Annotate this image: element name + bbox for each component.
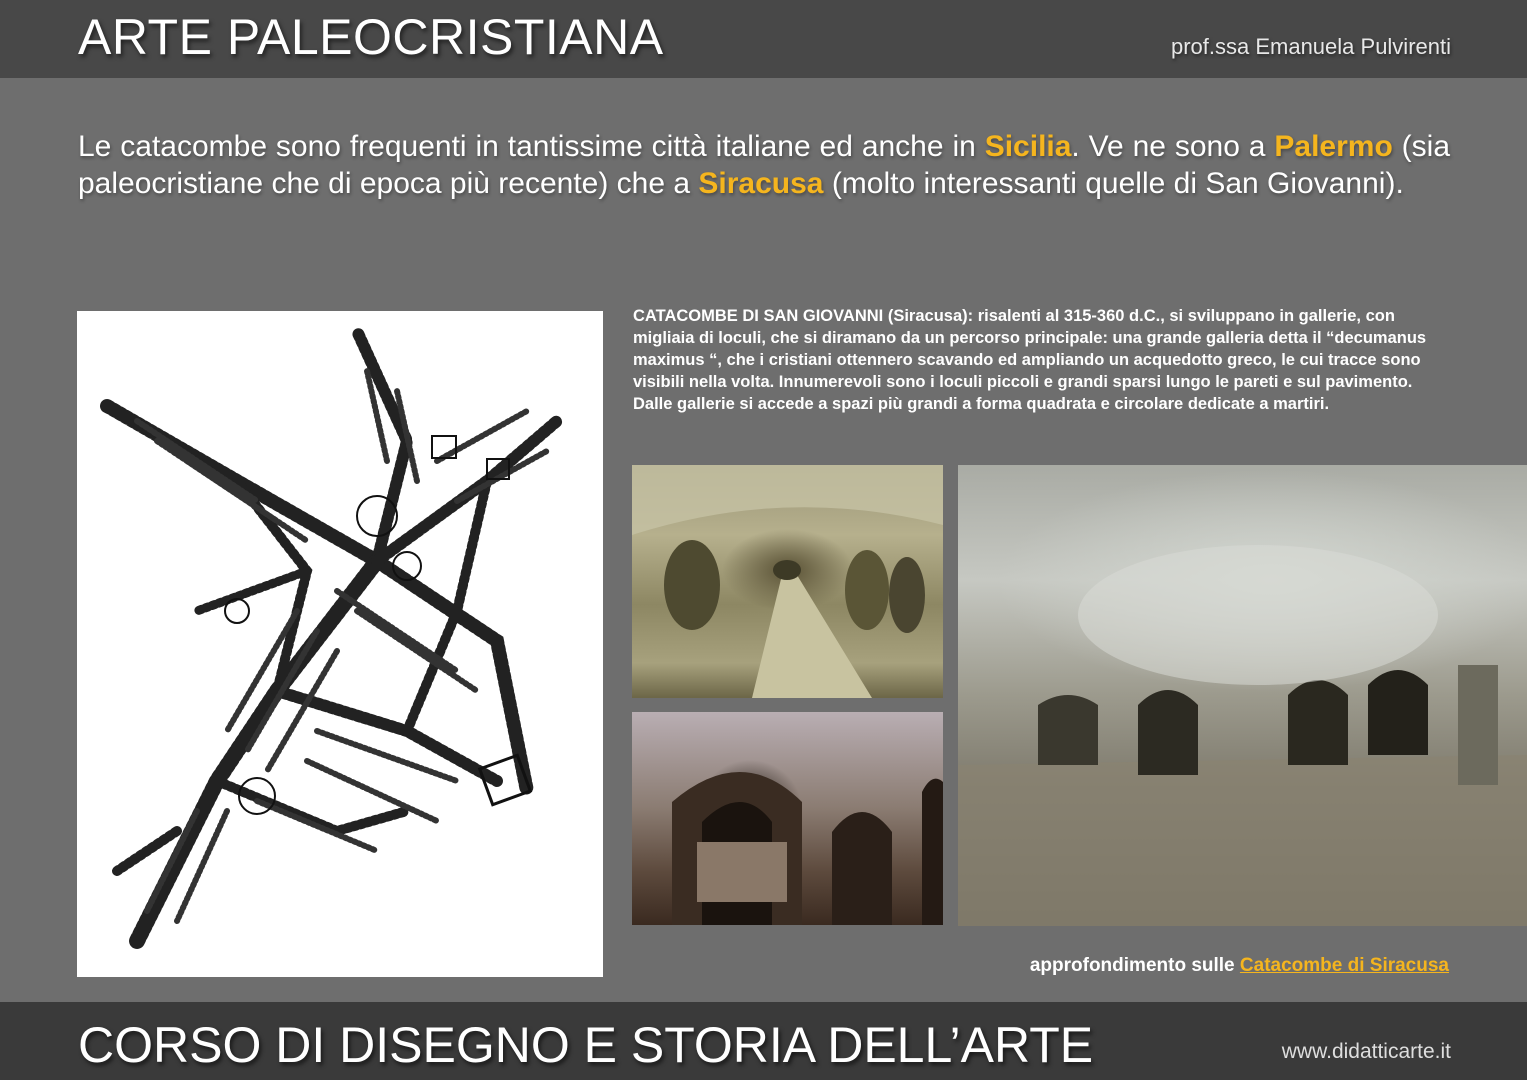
catacomb-chamber-photo — [632, 712, 943, 925]
intro-text-1: Le catacombe sono frequenti in tantissime città italiane ed anche in — [78, 130, 985, 163]
header-bar — [0, 0, 1527, 78]
course-title: CORSO DI DISEGNO E STORIA DELL’ARTE — [78, 1017, 1094, 1073]
catacomb-hall-photo — [958, 465, 1527, 926]
page-title: ARTE PALEOCRISTIANA — [78, 9, 664, 65]
catacomb-plan-image — [77, 311, 603, 977]
further-reading — [1030, 955, 1449, 977]
gallery-photo-drawing — [632, 465, 943, 698]
catacombe-siracusa-link[interactable]: Catacombe di Siracusa — [1239, 955, 1449, 976]
hall-photo-drawing — [958, 465, 1527, 926]
intro-paragraph — [78, 128, 1450, 202]
chamber-photo-drawing — [632, 712, 943, 925]
highlight-palermo: Palermo — [1274, 130, 1393, 163]
highlight-siracusa: Siracusa — [698, 167, 824, 200]
catacomb-plan-drawing — [77, 311, 603, 977]
catacomb-description: CATACOMBE DI SAN GIOVANNI (Siracusa): risalenti al 315-360 d.C., si sviluppano in gallerie, con migliaia di loculi, che si diramano da un percorso principale: una grande galleria detta il “decumanus maximus “, che i cristiani ottennero scavando ed ampliando un acquedotto greco, le cui tracce sono visibili nella volta. Innumerevoli sono i loculi piccoli e grandi sparsi lungo le pareti e sul pavimento. Dalle gallerie si accede a spazi più grandi a forma quadrata e circolare dedicate a martiri. — [633, 307, 1427, 413]
intro-text-3: (sia paleocristiane che di epoca più recente) che a — [78, 130, 1450, 200]
intro-text-4: (molto interessanti quelle di San Giovanni). — [823, 167, 1404, 200]
author-name: prof.ssa Emanuela Pulvirenti — [1170, 34, 1451, 59]
footer-bar — [0, 1002, 1527, 1080]
website-url: www.didatticarte.it — [1281, 1040, 1451, 1063]
highlight-sicilia: Sicilia — [984, 130, 1072, 163]
intro-text-2: . Ve ne sono a — [1071, 130, 1275, 163]
further-reading-prefix: approfondimento sulle — [1029, 955, 1240, 976]
catacomb-gallery-photo — [632, 465, 943, 698]
